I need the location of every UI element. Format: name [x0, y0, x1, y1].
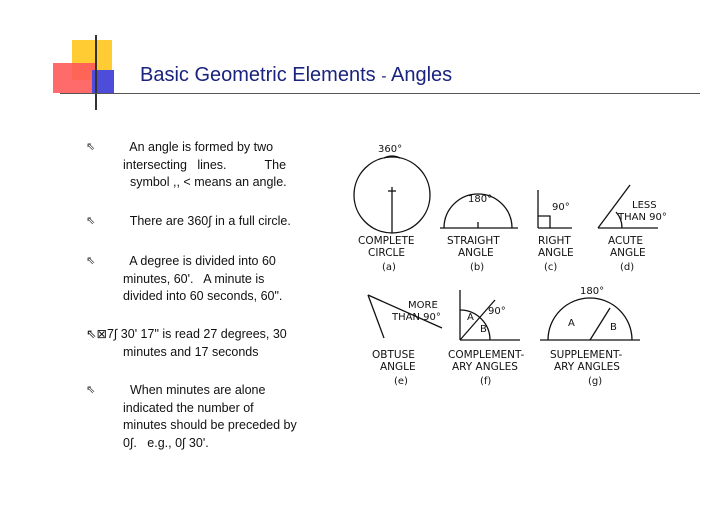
bullet-item — [86, 382, 297, 452]
bullet-line: A degree is divided into 60 — [123, 254, 276, 268]
deco-vertical-line — [95, 35, 97, 110]
bullet-arrow-icon: ⇖ — [86, 215, 96, 227]
complete-circle-label-1: COMPLETE — [358, 235, 415, 247]
title-main: Basic Geometric Elements — [140, 64, 376, 86]
than-90-label: THAN 90° — [618, 212, 667, 223]
bullet-line: minutes, 60'. A minute is — [123, 271, 265, 286]
title-underline — [60, 93, 700, 94]
label-b-f: B — [480, 324, 487, 335]
fig-letter-e: (e) — [394, 376, 408, 387]
complementary-label-2: ARY ANGLES — [452, 361, 518, 373]
bullet-line: indicated the number of — [123, 400, 254, 415]
fig-letter-f: (f) — [480, 376, 492, 387]
right-angle-label-2: ANGLE — [538, 247, 574, 259]
label-b-g: B — [610, 322, 617, 333]
fig-letter-d: (d) — [620, 262, 635, 273]
bullet-arrow-icon: ⇖ — [86, 384, 96, 396]
less-label: LESS — [632, 200, 657, 211]
bullet-line: divided into 60 seconds, 60". — [123, 289, 283, 303]
bullet-item — [86, 326, 287, 361]
angle-180-label: 180° — [468, 194, 493, 205]
angle-180-label-g: 180° — [580, 286, 605, 297]
bullet-line: There are 360∫ in a full circle. — [123, 214, 291, 228]
complementary-label-1: COMPLEMENT- — [448, 349, 525, 361]
title-suffix: Angles — [390, 64, 453, 86]
bullet-line: intersecting lines. The — [123, 157, 287, 172]
fig-letter-a: (a) — [382, 262, 396, 273]
bullet-arrow-icon: ⇖ — [86, 141, 96, 153]
than-90-label-2: THAN 90° — [392, 312, 441, 323]
straight-angle-label-1: STRAIGHT — [447, 235, 500, 247]
more-label: MORE — [408, 300, 438, 311]
angle-90-label: 90° — [552, 202, 570, 213]
obtuse-angle-label-2: ANGLE — [380, 361, 416, 373]
fig-letter-g: (g) — [588, 376, 603, 387]
deco-red-square — [53, 63, 95, 93]
bullet-line: ⇖⊠7∫ 30' 17" is read 27 degrees, 30 — [86, 327, 287, 341]
bullet-line: When minutes are alone — [123, 383, 266, 397]
bullet-line: symbol ,, < means an angle. — [123, 175, 287, 189]
fig-letter-b: (b) — [470, 262, 485, 273]
bullet-item — [86, 139, 287, 192]
slide-title — [140, 64, 452, 87]
angle-90-label-f: 90° — [488, 306, 506, 317]
label-a-f: A — [467, 312, 474, 323]
bullet-arrow-icon: ⇖ — [86, 255, 96, 267]
bullet-line: minutes and 17 seconds — [123, 344, 259, 359]
bullet-line: 0∫. e.g., 0∫ 30'. — [123, 435, 209, 450]
bullet-line: minutes should be preceded by — [123, 418, 297, 432]
straight-angle-label-2: ANGLE — [458, 247, 494, 259]
right-angle-label-1: RIGHT — [538, 235, 571, 247]
obtuse-angle-label-1: OBTUSE — [372, 349, 415, 361]
acute-angle-label-1: ACUTE — [608, 235, 644, 247]
bullet-line: An angle is formed by two — [123, 140, 274, 154]
acute-angle-label-2: ANGLE — [610, 247, 646, 259]
complete-circle-label-2: CIRCLE — [368, 247, 406, 259]
label-a-g: A — [568, 318, 575, 329]
angles-diagram — [340, 140, 680, 400]
angle-360-label: 360° — [378, 144, 403, 155]
bullet-item — [86, 253, 283, 306]
bullet-item — [86, 213, 291, 231]
fig-letter-c: (c) — [544, 262, 558, 273]
supplementary-label-2: ARY ANGLES — [554, 361, 620, 373]
title-separator: - — [381, 68, 387, 85]
supplementary-label-1: SUPPLEMENT- — [550, 349, 623, 361]
